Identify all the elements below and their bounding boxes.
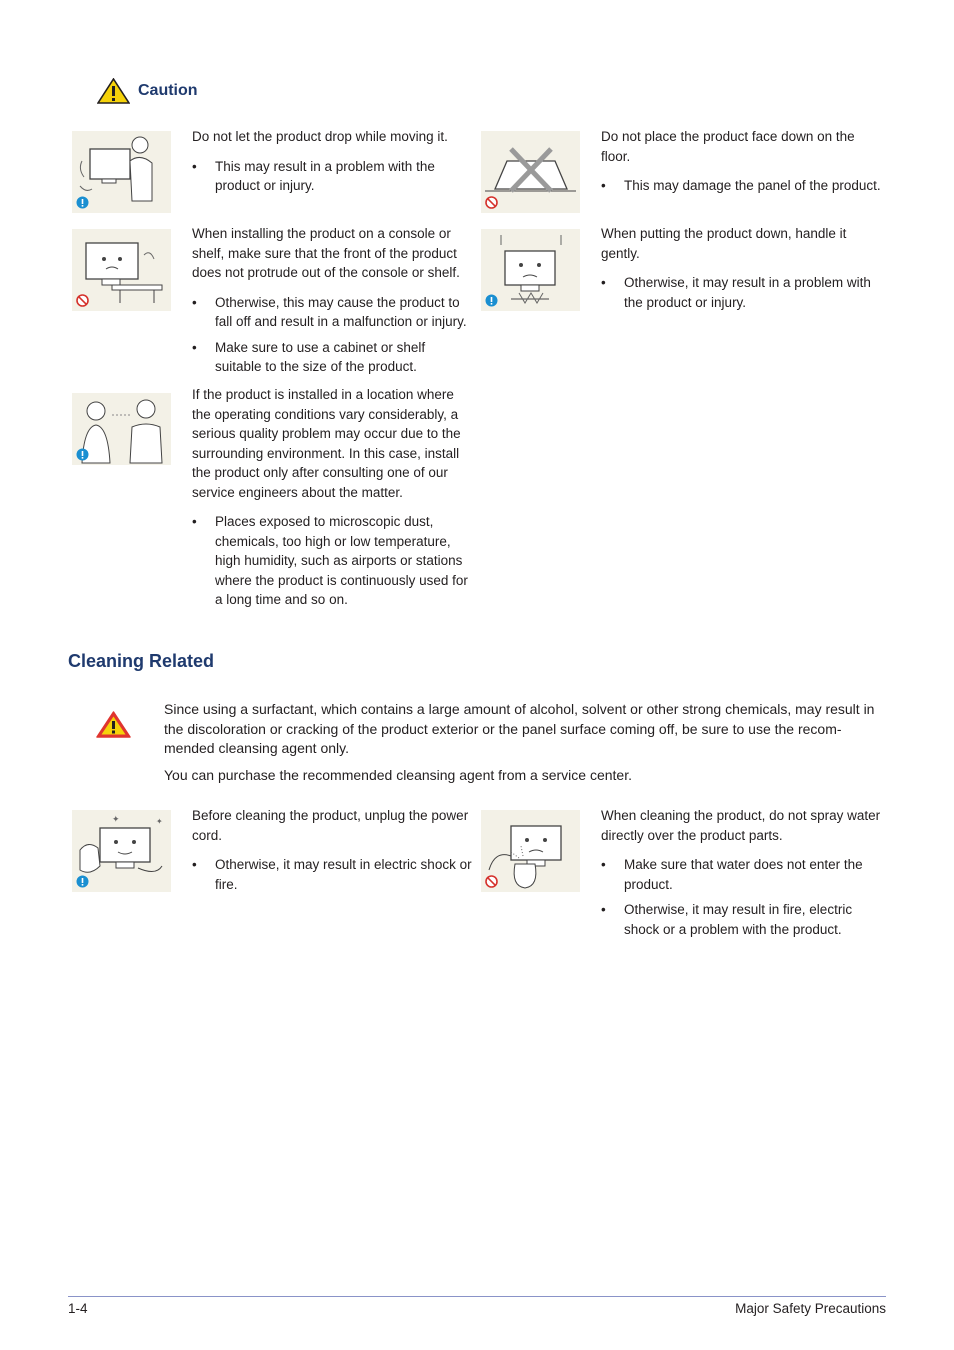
prohibited-icon [76,294,89,307]
illustration-spraying-water [481,810,580,892]
cleaning-paragraph-1: Since using a surfactant, which contains a large amount of alcohol, solvent or other strong chemicals, may result in the discoloration or cracking of the product exterior or the panel surface coming off, be sure to use the recom-mended cleansing agent only. [164,701,875,756]
warning-triangle-icon [97,78,130,104]
illustration-monitor-on-shelf [72,229,171,311]
illustration-service-engineer [72,393,171,465]
illustration-carrying-monitor [72,131,171,213]
info-icon [76,196,89,209]
illustration-monitor-put-down [481,229,580,311]
item-text: When putting the product down, handle it gently. [601,226,847,261]
cleaning-item-1 [192,806,472,900]
warning-triangle-icon [96,711,131,738]
bullet: • Otherwise, it may result in a problem with the product or injury. [601,273,886,312]
bullet: • Otherwise, it may result in electric shock or fire. [192,855,472,894]
item-text: Do not place the product face down on the floor. [601,129,855,164]
bullet: • This may damage the panel of the product. [601,176,886,196]
caution-heading [97,78,198,104]
caution-item-3 [192,224,472,383]
caution-item-5 [192,385,472,616]
caution-item-1 [192,127,472,202]
info-icon [76,448,89,461]
item-text: If the product is installed in a location where the operating conditions vary considerably, a serious quality problem may occur due to the surrounding environment. In this case, install the product only after consulting one of our service engineers about the matter. [192,387,461,500]
cleaning-paragraph-2: You can purchase the recommended cleansing agent from a service center. [164,766,632,783]
section-title: Cleaning Related [68,651,215,671]
info-icon [76,875,89,888]
caution-title: Caution [138,82,198,99]
bullet: • This may result in a problem with the product or injury. [192,157,472,196]
bullet: • Otherwise, this may cause the product to fall off and result in a malfunction or injury. [192,293,472,332]
item-text: When installing the product on a console or shelf, make sure that the front of the product does not protrude out of the console or shelf. [192,226,460,280]
caution-item-4 [601,224,886,318]
prohibited-icon [485,875,498,888]
prohibited-icon [485,196,498,209]
page-number: 1-4 [68,1301,88,1316]
cleaning-warning-text [164,700,880,785]
bullet: • Make sure that water does not enter the product. [601,855,886,894]
cleaning-item-2 [601,806,886,945]
chapter-title: Major Safety Precautions [735,1301,886,1316]
info-icon [485,294,498,307]
footer-divider [68,1296,886,1297]
item-text: Before cleaning the product, unplug the power cord. [192,808,469,843]
bullet: • Places exposed to microscopic dust, chemicals, too high or low temperature, high humidity, such as airports or stations where the product is continuously used for a long time and so on. [192,512,472,610]
item-text: When cleaning the product, do not spray water directly over the product parts. [601,808,881,843]
illustration-unplug-power-cord [72,810,171,892]
illustration-monitor-face-down [481,131,580,213]
svg-text:✦: ✦ [156,817,163,826]
svg-text:✦: ✦ [112,814,120,824]
caution-item-2 [601,127,886,202]
bullet: • Make sure to use a cabinet or shelf suitable to the size of the product. [192,338,472,377]
item-text: Do not let the product drop while moving it. [192,129,448,144]
bullet: • Otherwise, it may result in fire, electric shock or a problem with the product. [601,900,886,939]
